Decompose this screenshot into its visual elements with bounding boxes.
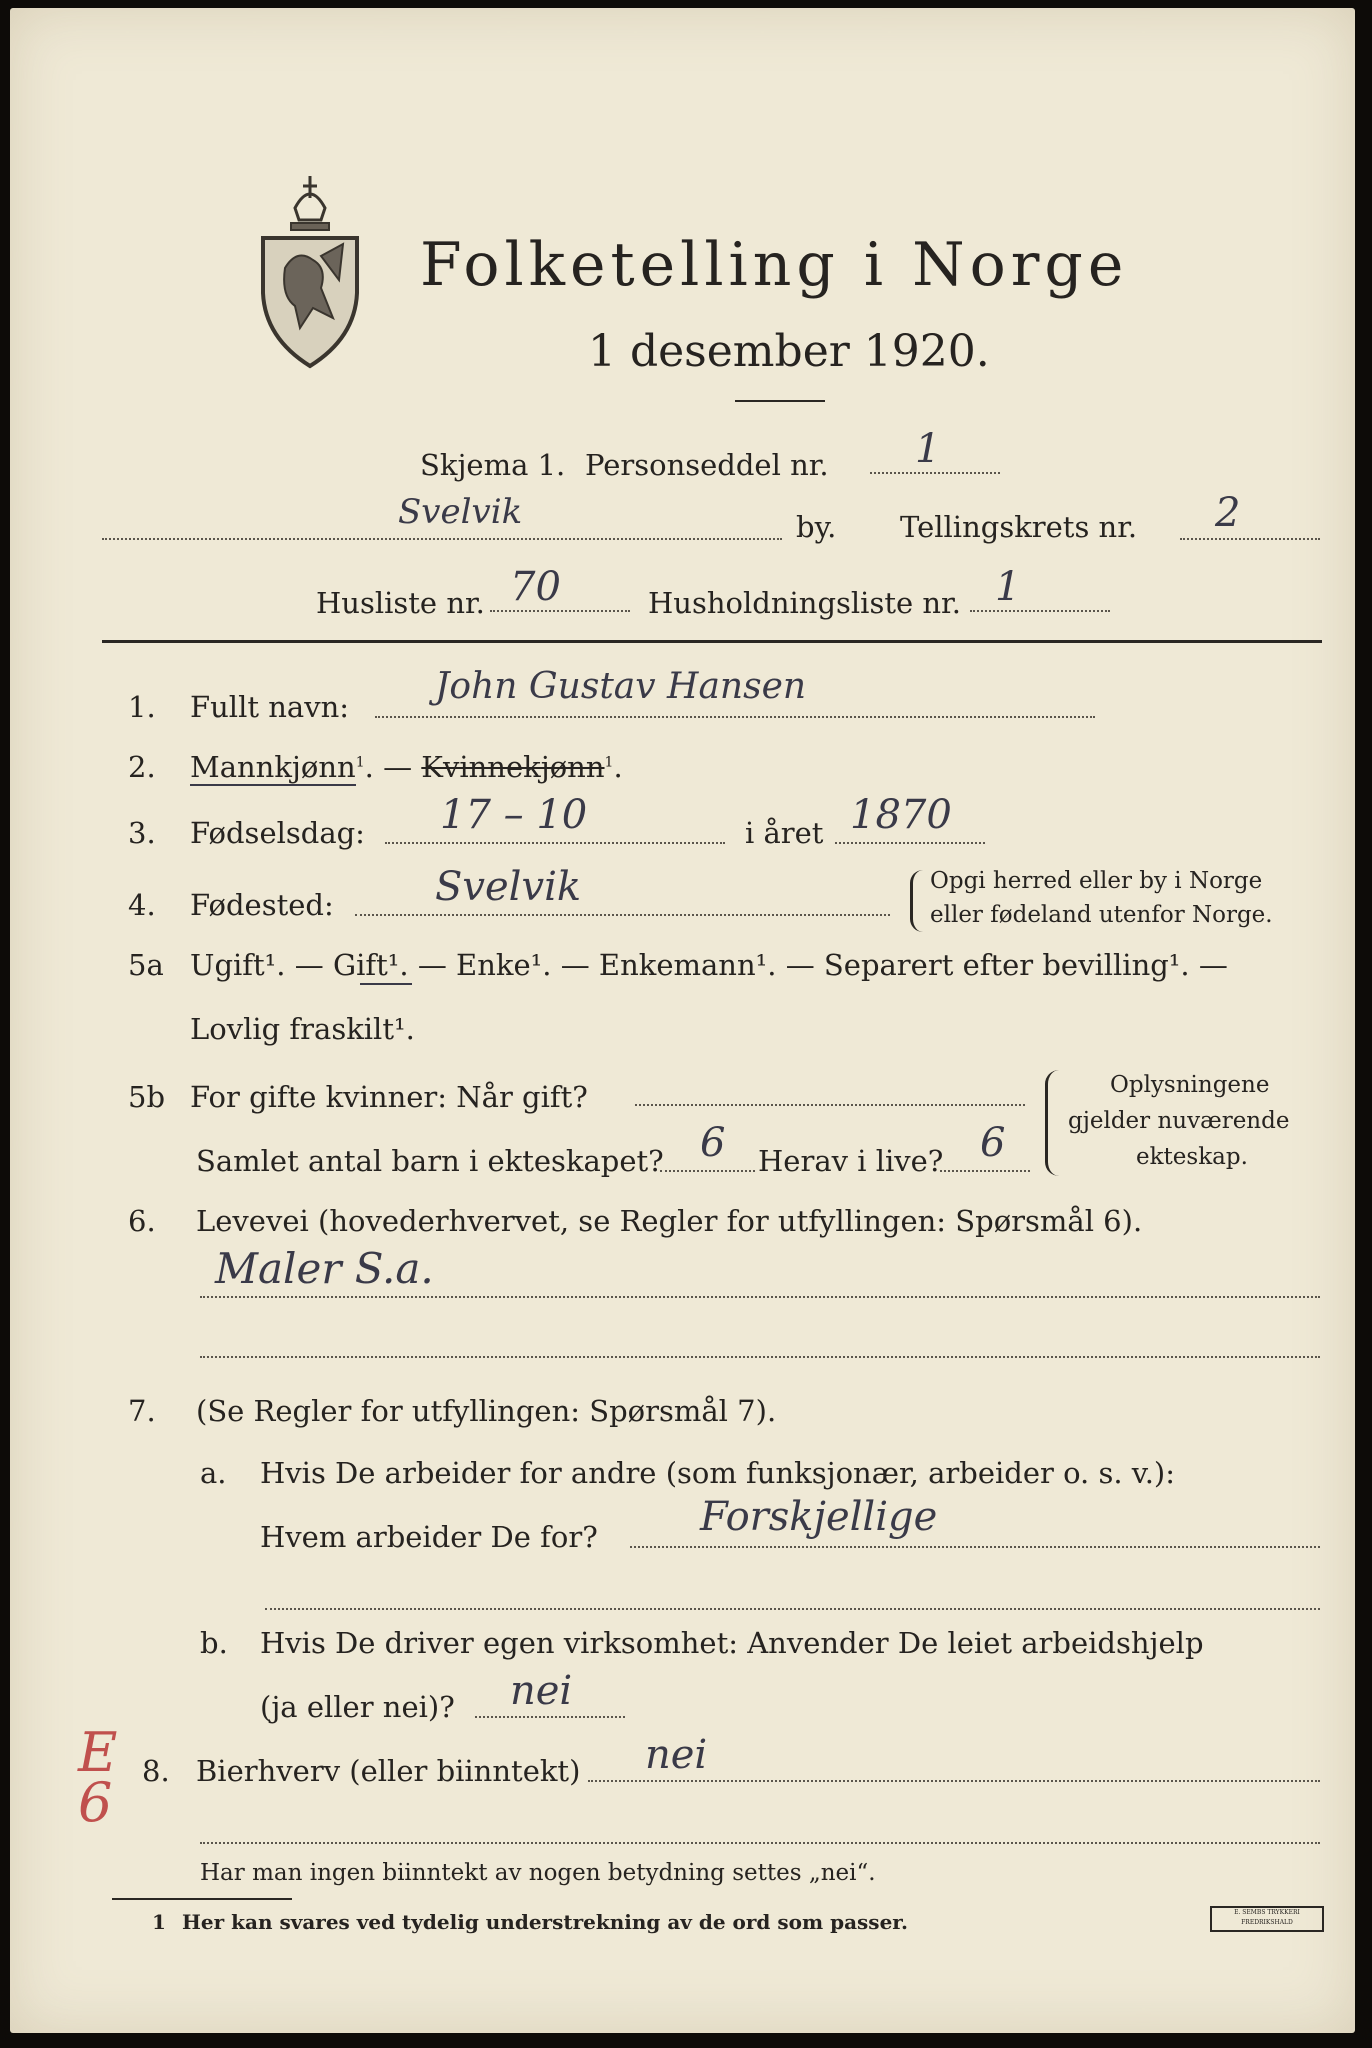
coat-of-arms-icon: [255, 168, 365, 373]
header-rule: [102, 640, 1322, 643]
footnote-rule: [112, 1898, 292, 1900]
husholdning-label: Husholdningsliste nr.: [648, 586, 961, 620]
q1-value: John Gustav Hansen: [435, 666, 807, 707]
q7a-line-1: [630, 1546, 1320, 1548]
q7a-question: Hvem arbeider De for?: [260, 1520, 598, 1554]
q6-line-1: [200, 1296, 1320, 1298]
q3-number: 3.: [128, 816, 156, 850]
husholdning-value: 1: [995, 564, 1021, 610]
q3-value: 17 – 10: [440, 792, 588, 838]
q4-note-1: Opgi herred eller by i Norge: [930, 868, 1263, 894]
margin-pencil-mark: E 6: [78, 1721, 118, 1834]
q4-note-2: eller fødeland utenfor Norge.: [930, 902, 1273, 928]
tellingskrets-label: Tellingskrets nr.: [900, 510, 1138, 544]
husholdning-line: [970, 610, 1110, 612]
q5a-options: Ugift¹. — Gift¹. — Enke¹. — Enkemann¹. — Separert efter bevilling¹. —: [190, 948, 1228, 982]
q8-line-2: [200, 1842, 1320, 1844]
q7b-value: nei: [510, 1668, 573, 1714]
q7-label: (Se Regler for utfyllingen: Spørsmål 7).: [196, 1394, 777, 1428]
q4-line: [355, 914, 890, 916]
q5b-brace: [1045, 1070, 1060, 1176]
q7a-text: Hvis De arbeider for andre (som funksjonær, arbeider o. s. v.):: [260, 1456, 1176, 1490]
q5a-options-2: Lovlig fraskilt¹.: [190, 1012, 415, 1046]
census-date: 1 desember 1920.: [588, 326, 990, 377]
q8-value: nei: [645, 1732, 708, 1778]
q6-value: Maler S.a.: [215, 1244, 434, 1293]
q5a-number: 5a: [128, 948, 164, 982]
q7b-line: [475, 1716, 625, 1718]
footnote-text: Her kan svares ved tydelig understrekning av de ord som passer.: [182, 1910, 908, 1934]
q8-number: 8.: [142, 1754, 170, 1788]
q5b-barn-line: [660, 1170, 755, 1172]
q7b-text: Hvis De driver egen virksomhet: Anvender De leiet arbeidshjelp: [260, 1626, 1204, 1660]
by-line: [102, 538, 782, 540]
tellingskrets-value: 2: [1215, 490, 1241, 536]
q3-label: Fødselsdag:: [190, 816, 365, 850]
footer-note: Har man ingen biinntekt av nogen betydning settes „nei“.: [200, 1860, 876, 1886]
q5b-live-line: [940, 1170, 1030, 1172]
skjema-label: Skjema 1.: [420, 448, 566, 482]
q5b-label-1: For gifte kvinner: Når gift?: [190, 1080, 588, 1114]
q7-number: 7.: [128, 1394, 156, 1428]
q4-value: Svelvik: [435, 864, 582, 910]
q6-label: Levevei (hovederhvervet, se Regler for utfyllingen: Spørsmål 6).: [196, 1204, 1143, 1238]
q1-line: [375, 716, 1095, 718]
q3-year-label: i året: [745, 816, 824, 850]
q4-brace: [910, 870, 923, 932]
q3-year-value: 1870: [850, 792, 952, 838]
q4-number: 4.: [128, 888, 156, 922]
q7a-line-2: [265, 1608, 1320, 1610]
census-form: [10, 8, 1355, 2033]
personseddel-line: [870, 472, 1000, 474]
by-label: by.: [796, 510, 837, 544]
q8-line-1: [588, 1780, 1320, 1782]
q1-label: Fullt navn:: [190, 690, 350, 724]
form-title: Folketelling i Norge: [420, 230, 1129, 300]
husliste-line: [490, 610, 630, 612]
q2-options: Mannkjønn$^1$. — Kvinnekjønn$^1$.: [190, 750, 623, 784]
q1-number: 1.: [128, 690, 156, 724]
q5b-number: 5b: [128, 1080, 166, 1114]
q7a-mark: a.: [200, 1456, 227, 1490]
q5b-live-value: 6: [980, 1120, 1006, 1166]
husliste-value: 70: [510, 564, 561, 610]
q3-year-line: [835, 842, 985, 844]
personseddel-label: Personseddel nr.: [585, 448, 829, 482]
footnote-number: 1: [152, 1910, 166, 1934]
q7b-mark: b.: [200, 1626, 228, 1660]
q5b-note-2: gjelder nuværende: [1068, 1108, 1290, 1134]
q5b-gift-line: [635, 1104, 1025, 1106]
q2-male: Mannkjønn: [190, 750, 356, 784]
q3-line: [385, 842, 725, 844]
q5b-note-1: Oplysningene: [1110, 1072, 1270, 1098]
title-divider: [735, 400, 825, 402]
personseddel-value: 1: [915, 426, 941, 472]
q6-number: 6.: [128, 1204, 156, 1238]
q6-line-2: [200, 1356, 1320, 1358]
q5a-gift-underline: [360, 983, 412, 985]
printer-stamp: E. SEMBS TRYKKERI FREDRIKSHALD: [1210, 1906, 1324, 1932]
q5b-barn-value: 6: [700, 1120, 726, 1166]
q7a-value: Forskjellige: [700, 1494, 938, 1540]
q2-number: 2.: [128, 750, 156, 784]
q8-label: Bierhverv (eller biinntekt): [196, 1754, 581, 1788]
q5b-label-2: Samlet antal barn i ekteskapet?: [196, 1144, 664, 1178]
by-value: Svelvik: [398, 492, 523, 532]
tellingskrets-line: [1180, 538, 1320, 540]
husliste-label: Husliste nr.: [316, 586, 485, 620]
q5b-note-3: ekteskap.: [1136, 1144, 1248, 1170]
q7b-question: (ja eller nei)?: [260, 1690, 455, 1724]
q5b-live-label: Herav i live?: [758, 1144, 944, 1178]
q2-female: Kvinnekjønn: [421, 750, 605, 784]
q4-label: Fødested:: [190, 888, 334, 922]
